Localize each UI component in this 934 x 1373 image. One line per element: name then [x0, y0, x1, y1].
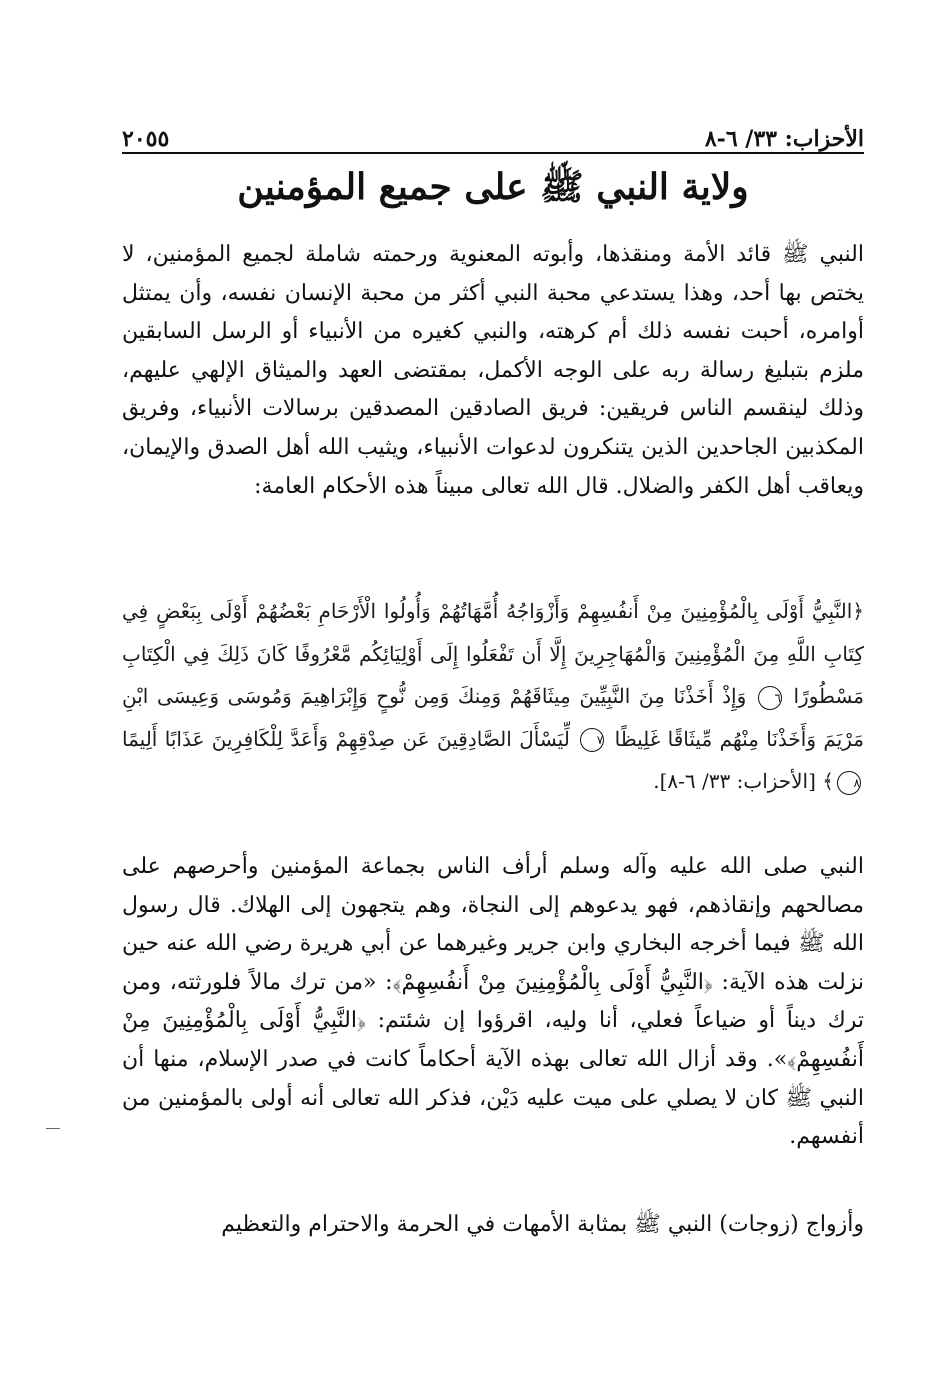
quran-verses — [122, 590, 864, 803]
paragraph-intro: النبي ﷺ قائد الأمة ومنقذها، وأبوته المعنوية ورحمته شاملة لجميع المؤمنين، لا يختص بها أحد، وهذا يستدعي محبة النبي أكثر من محبة الإنسان نفسه، وأن يمتثل أوامره، أحبت نفسه ذلك أم كرهته، والنبي كغيره من الأنبياء أو الرسل السابقين ملزم بتبليغ رسالة ربه على الوجه الأكمل، بمقتضى العهد والميثاق الإلهي عليهم، وذلك لينقسم الناس فريقين: فريق الصادقين المصدقين برسالات الأنبياء، وفريق المكذبين الجاحدين الذين يتنكرون لدعوات الأنبياء، ويثيب الله أهل الصدق والإيمان، ويعاقب أهل الكفر والضلال. قال الله تعالى مبيناً هذه الأحكام العامة: — [122, 242, 864, 499]
section-title: ولاية النبي ﷺ على جميع المؤمنين — [237, 166, 749, 208]
paragraph-commentary: النبي صلى الله عليه وآله وسلم أرأف الناس بجماعة المؤمنين وأحرصهم على مصالحهم وإنقاذهم، فهو يدعوهم إلى النجاة، وهم يتجهون إلى الهلاك. قال رسول الله ﷺ فيما أخرجه البخاري وابن جرير وغيرهما عن أبي هريرة رضي الله عنه حين نزلت هذه الآية: ﴿النَّبِيُّ أَوْلَى بِالْمُؤْمِنِينَ مِنْ أَنفُسِهِمْ﴾: «من ترك مالاً فلورثته، ومن ترك ديناً أو ضياعاً فعلي، أنا وليه، اقرؤوا إن شئتم: ﴿النَّبِيُّ أَوْلَى بِالْمُؤْمِنِينَ مِنْ أَنفُسِهِمْ﴾». وقد أزال الله تعالى بهذه الآية أحكاماً كانت في صدر الإسلام، منها أن النبي ﷺ كان لا يصلي على ميت عليه دَيْن، فذكر الله تعالى أنه أولى بالمؤمنين من أنفسهم. — [122, 854, 865, 1150]
verse-citation: [الأحزاب: ٣٣/ ٦-٨]. — [653, 769, 816, 794]
ayah-number-6: ٦ — [758, 686, 782, 710]
running-header — [122, 112, 864, 156]
ayah-number-7: ٧ — [580, 728, 604, 752]
paragraph-wives: وأزواج (زوجات) النبي ﷺ بمثابة الأمهات في الحرمة والاحترام والتعظيم — [221, 1212, 864, 1237]
ayah-number-8: ٨ — [837, 771, 861, 795]
quran-verse-6: ﴿النَّبِيُّ أَوْلَى بِالْمُؤْمِنِينَ مِنْ أَنفُسِهِمْ وَأَزْوَاجُهُ أُمَّهَاتُهُمْ وَأُولُوا الْأَرْحَامِ بَعْضُهُمْ أَوْلَى بِبَعْضٍ فِي كِتَابِ اللَّهِ مِنَ الْمُؤْمِنِينَ وَالْمُهَاجِرِينَ إِلَّا أَن تَفْعَلُوا إِلَى أَوْلِيَائِكُم مَّعْرُوفًا كَانَ ذَلِكَ فِي الْكِتَابِ مَسْطُورًا — [122, 599, 865, 709]
header-rule — [122, 152, 864, 154]
quran-closing-bracket: ﴾ — [822, 769, 834, 794]
margin-mark — [46, 1128, 60, 1129]
quran-verse-8: لِّيَسْأَلَ الصَّادِقِينَ عَن صِدْقِهِمْ وَأَعَدَّ لِلْكَافِرِينَ عَذَابًا أَلِيمًا — [122, 726, 570, 751]
page-number: ٢٠٥٥ — [122, 126, 170, 152]
surah-reference: الأحزاب: ٣٣/ ٦-٨ — [704, 126, 864, 152]
quran-verse-7: وَإِذْ أَخَذْنَا مِنَ النَّبِيِّينَ مِيثَاقَهُمْ وَمِنكَ وَمِن نُّوحٍ وَإِبْرَاهِيمَ وَمُوسَى وَعِيسَى ابْنِ مَرْيَمَ وَأَخَذْنَا مِنْهُم مِّيثَاقًا غَلِيظًا — [122, 684, 865, 751]
